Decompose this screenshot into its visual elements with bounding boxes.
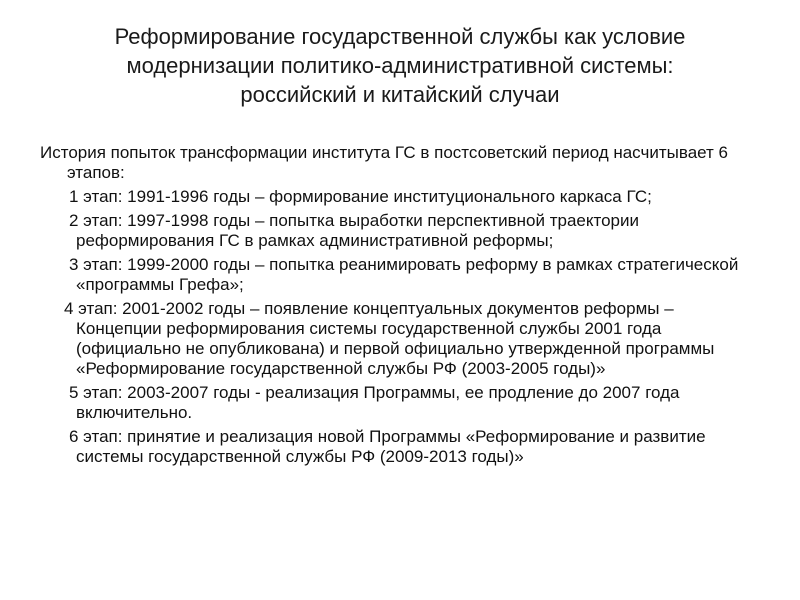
stage-4: 4 этап: 2001-2002 годы – появление концептуальных документов реформы – Концепции реформирования системы государственной службы 2001 года (официально не опубликована) и первой официально утвержденной программы «Реформирование государственной службы РФ (2003-2005 годы)» xyxy=(64,299,715,378)
title-line-2: модернизации политико-административной системы: xyxy=(126,53,674,78)
slide-body xyxy=(40,143,760,471)
intro-paragraph: История попыток трансформации института ГС в постсоветский период насчитывает 6 этапов: xyxy=(40,143,729,182)
stage-2: 2 этап: 1997-1998 годы – попытка выработки перспективной траектории реформирования ГС в рамках административной реформы; xyxy=(69,211,639,250)
title-line-3: российский и китайский случаи xyxy=(240,82,560,107)
stage-1: 1 этап: 1991-1996 годы – формирование институционального каркаса ГС; xyxy=(69,187,652,206)
stage-5: 5 этап: 2003-2007 годы - реализация Программы, ее продление до 2007 года включительно. xyxy=(69,383,680,422)
title-line-1: Реформирование государственной службы как условие xyxy=(114,24,686,49)
slide-title xyxy=(60,22,740,109)
stage-6: 6 этап: принятие и реализация новой Программы «Реформирование и развитие системы государственной службы РФ (2009-2013 годы)» xyxy=(69,427,706,466)
stage-3: 3 этап: 1999-2000 годы – попытка реанимировать реформу в рамках стратегической «программы Грефа»; xyxy=(69,255,739,294)
